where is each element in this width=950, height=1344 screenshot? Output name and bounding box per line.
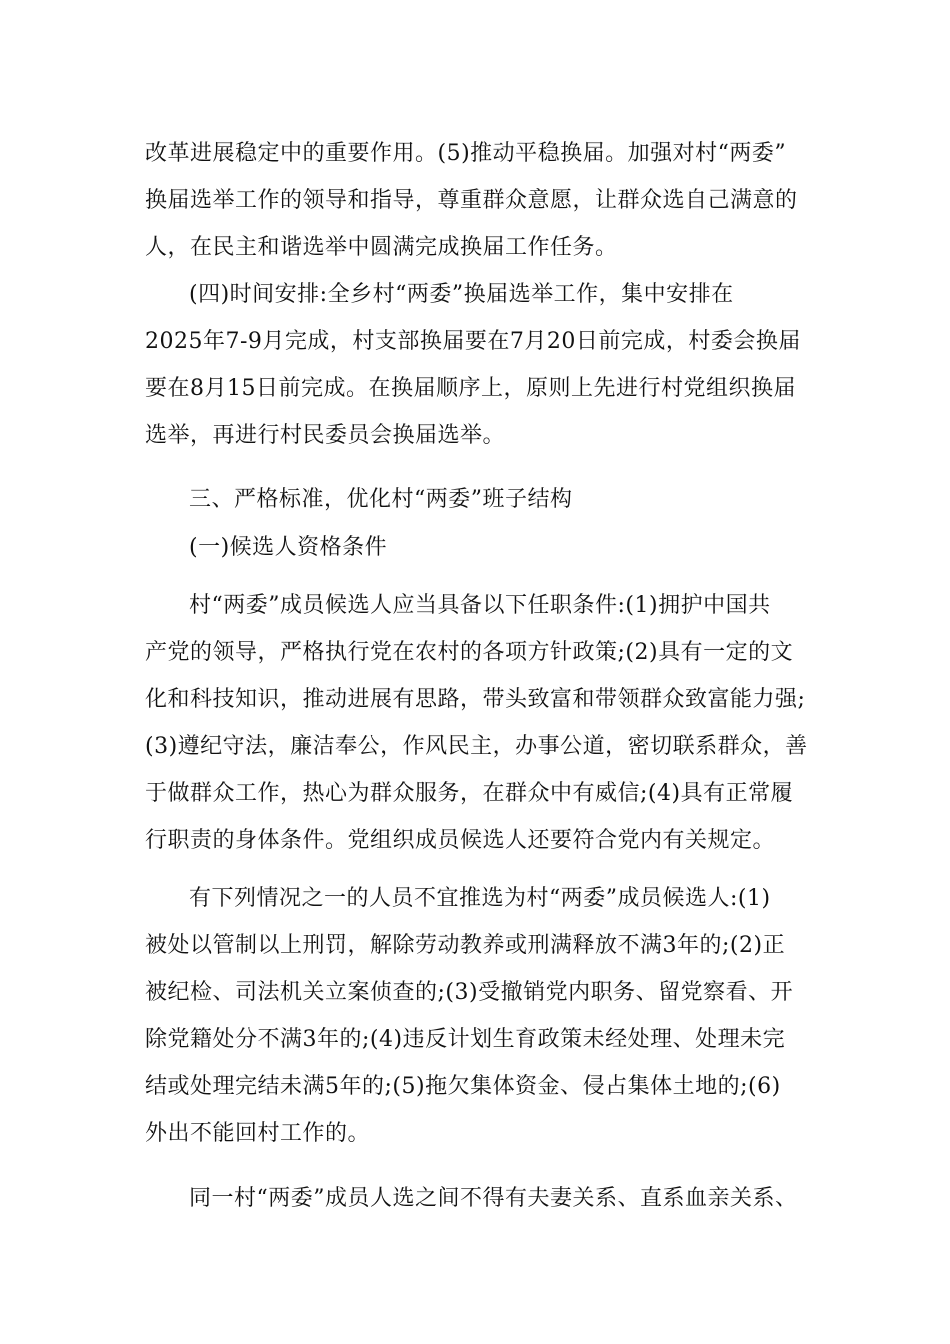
text-line: 除党籍处分不满3年的;(4)违反计划生育政策未经处理、处理未完 (145, 1027, 786, 1052)
text-line: 选举，再进行村民委员会换届选举。 (145, 423, 506, 448)
section-heading: 三、严格标准，优化村“两委”班子结构 (189, 487, 573, 512)
text-line: 人，在民主和谐选举中圆满完成换届工作任务。 (145, 235, 618, 260)
text-line: 改革进展稳定中的重要作用。(5)推动平稳换届。加强对村“两委” (145, 141, 787, 166)
text-line: 行职责的身体条件。党组织成员候选人还要符合党内有关规定。 (145, 828, 776, 853)
text-line: 换届选举工作的领导和指导，尊重群众意愿，让群众选自己满意的 (145, 188, 798, 213)
text-line: 被处以管制以上刑罚，解除劳动教养或刑满释放不满3年的;(2)正 (145, 933, 786, 958)
text-line: 产党的领导，严格执行党在农村的各项方针政策;(2)具有一定的文 (145, 640, 794, 665)
text-line: 2025年7-9月完成，村支部换届要在7月20日前完成，村委会换届 (145, 329, 801, 354)
text-line: 化和科技知识，推动进展有思路，带头致富和带领群众致富能力强; (145, 687, 806, 712)
text-line: 外出不能回村工作的。 (145, 1121, 371, 1146)
text-line: 被纪检、司法机关立案侦查的;(3)受撤销党内职务、留党察看、开 (145, 980, 794, 1005)
text-line: (3)遵纪守法，廉洁奉公，作风民主，办事公道，密切联系群众，善 (145, 734, 808, 759)
text-line: 要在8月15日前完成。在换届顺序上，原则上先进行村党组织换届 (145, 376, 796, 401)
text-line: 结或处理完结未满5年的;(5)拖欠集体资金、侵占集体土地的;(6) (145, 1074, 781, 1099)
text-line: 有下列情况之一的人员不宜推选为村“两委”成员候选人:(1) (189, 886, 771, 911)
text-line: 村“两委”成员候选人应当具备以下任职条件:(1)拥护中国共 (189, 593, 771, 618)
text-line: 同一村“两委”成员人选之间不得有夫妻关系、直系血亲关系、 (189, 1186, 798, 1211)
text-line: 于做群众工作，热心为群众服务，在群众中有威信;(4)具有正常履 (145, 781, 794, 806)
subsection-heading: (一)候选人资格条件 (189, 535, 388, 560)
text-line: (四)时间安排:全乡村“两委”换届选举工作，集中安排在 (189, 282, 734, 307)
